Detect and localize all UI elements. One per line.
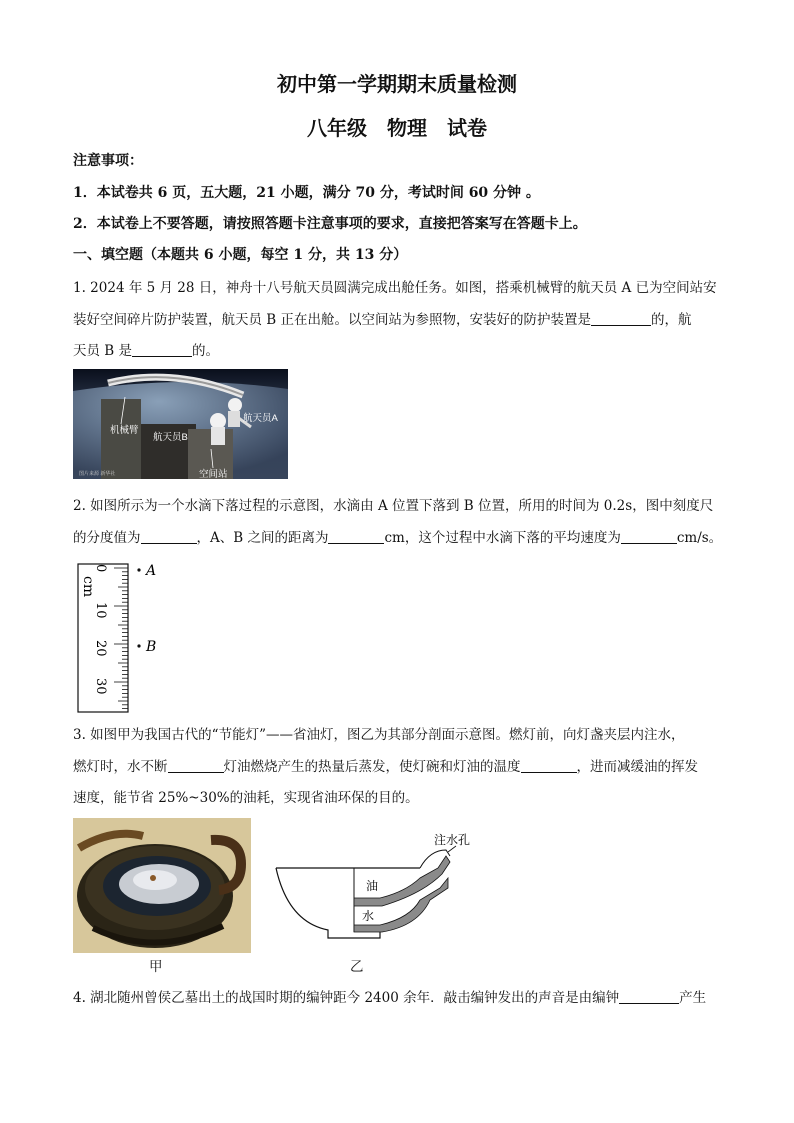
label-astronaut-b: 航天员B bbox=[153, 432, 188, 443]
notes-heading: 注意事项： bbox=[73, 153, 143, 169]
ruler-tick-label: 30 bbox=[93, 678, 108, 695]
q3-line-2-text-c: ，进而减缓油的挥发 bbox=[576, 759, 698, 775]
notes-item-1: 1．本试卷共 6 页，五大题，21 小题，满分 70 分，考试时间 60 分钟 。 bbox=[73, 185, 540, 201]
ruler-diagram bbox=[76, 560, 176, 715]
photo-caption: 图片来源 新华社 bbox=[79, 471, 116, 477]
q1-figure-space-station bbox=[73, 369, 288, 479]
label-space-station: 空间站 bbox=[199, 469, 228, 479]
page-title: 初中第一学期期末质量检测 bbox=[277, 72, 517, 96]
q3-figure-cross-section bbox=[270, 830, 480, 945]
q1-blank-2[interactable] bbox=[132, 342, 192, 357]
page-subtitle: 八年级 物理 试卷 bbox=[307, 116, 487, 140]
label-mechanical-arm: 机械臂 bbox=[110, 425, 139, 436]
q1-line-3-text: 天员 B 是 bbox=[73, 343, 133, 359]
q1-line-3 bbox=[73, 339, 219, 359]
q2-blank-1[interactable] bbox=[141, 529, 197, 544]
q2-line-2-text-b: ，A、B 之间的距离为 bbox=[196, 530, 329, 546]
q4-line-1-tail: 产生 bbox=[679, 990, 707, 1006]
drop-point-b bbox=[137, 644, 140, 647]
q2-line-1: 2. 如图所示为一个水滴下落过程的示意图，水滴由 A 位置下落到 B 位置，所用的时间为 0.2s，图中刻度尺 bbox=[73, 498, 714, 514]
figure-yi-label: 乙 bbox=[350, 959, 364, 975]
q4-line-1 bbox=[73, 986, 706, 1006]
q3-blank-1[interactable] bbox=[168, 758, 224, 773]
section-1-heading: 一、填空题（本题共 6 小题，每空 1 分，共 13 分） bbox=[73, 247, 408, 263]
q2-blank-2[interactable] bbox=[328, 529, 384, 544]
point-b-label: B bbox=[146, 639, 157, 655]
q3-figure-lamp-photo bbox=[73, 818, 251, 953]
q2-blank-3[interactable] bbox=[621, 529, 677, 544]
label-oil: 油 bbox=[366, 879, 379, 893]
q1-blank-1[interactable] bbox=[591, 311, 651, 326]
q2-line-2-text-d: cm/s。 bbox=[676, 530, 723, 546]
q3-line-2-text-a: 燃灯时，水不断 bbox=[73, 759, 168, 775]
oil-lamp-photo bbox=[73, 818, 251, 953]
space-station-photo bbox=[73, 369, 288, 479]
notes-item-2: 2．本试卷上不要答题，请按照答题卡注意事项的要求，直接把答案写在答题卡上。 bbox=[73, 216, 587, 232]
q1-line-3-tail: 的。 bbox=[192, 343, 220, 359]
point-a-label: A bbox=[146, 563, 157, 579]
q3-line-1: 3. 如图甲为我国古代的“节能灯”——省油灯，图乙为其部分剖面示意图。燃灯前，向灯盏夹层内注水， bbox=[73, 727, 685, 743]
q3-blank-2[interactable] bbox=[521, 758, 577, 773]
ruler-tick-label: 10 bbox=[93, 602, 108, 619]
q1-line-2-tail: 的，航 bbox=[651, 312, 692, 328]
q4-blank-1[interactable] bbox=[619, 989, 679, 1004]
q3-line-2-text-b: 灯油燃烧产生的热量后蒸发，使灯碗和灯油的温度 bbox=[223, 759, 521, 775]
q3-line-3: 速度，能节省 25%~30%的油耗，实现省油环保的目的。 bbox=[73, 790, 419, 806]
q2-line-2-text-c: cm，这个过程中水滴下落的平均速度为 bbox=[384, 530, 621, 546]
q2-figure-ruler bbox=[76, 560, 176, 715]
q1-line-2 bbox=[73, 308, 692, 328]
ruler-unit-label: cm bbox=[80, 576, 96, 598]
label-water-hole: 注水孔 bbox=[434, 833, 471, 847]
drop-point-a bbox=[137, 568, 140, 571]
q2-line-2-text-a: 的分度值为 bbox=[73, 530, 141, 546]
q1-line-2-text: 装好空间碎片防护装置，航天员 B 正在出舱。以空间站为参照物，安装好的防护装置是 bbox=[73, 312, 592, 328]
ruler-tick-label: 0 bbox=[93, 564, 108, 573]
q3-line-2 bbox=[73, 755, 698, 775]
label-astronaut-a: 航天员A bbox=[243, 413, 278, 424]
ruler-tick-label: 20 bbox=[93, 640, 108, 657]
q2-line-2 bbox=[73, 526, 722, 546]
q1-line-1: 1. 2024 年 5 月 28 日，神舟十八号航天员圆满完成出舱任务。如图，搭乘机械臂的航天员 A 已为空间站安 bbox=[73, 280, 717, 296]
figure-jia-label: 甲 bbox=[149, 959, 163, 975]
label-water: 水 bbox=[362, 909, 375, 923]
q4-line-1-text: 4. 湖北随州曾侯乙墓出土的战国时期的编钟距今 2400 余年．敲击编钟发出的声音是由编钟 bbox=[73, 990, 620, 1006]
lamp-cross-section-diagram bbox=[270, 830, 480, 945]
